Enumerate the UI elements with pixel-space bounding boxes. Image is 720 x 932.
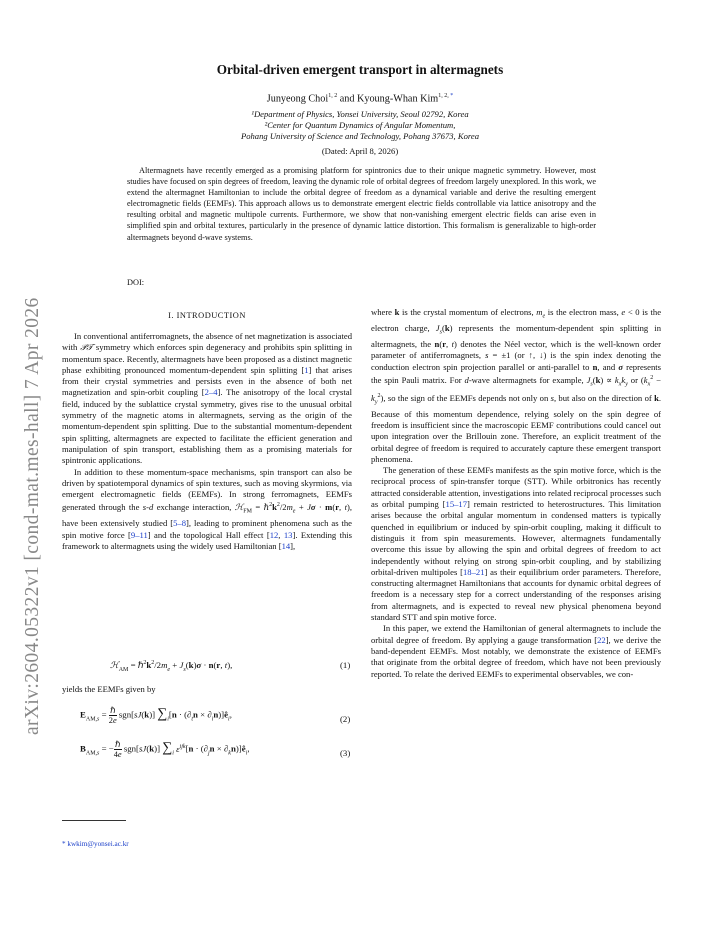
- affiliation-2: ²Center for Quantum Dynamics of Angular Momentum,: [264, 120, 456, 130]
- equation-3: $B_{AM,s}$ = − $\frac{\text{ℏ}}{4e}$ sgn[sJ(k)] $\sum_i$ $\varepsilon^{ijk}[n \cdot (\partial_jn$ × $\partial_kn)]ê_i$,: [80, 740, 250, 759]
- section-heading-introduction: I. INTRODUCTION: [168, 311, 246, 320]
- footnote-rule: [62, 820, 126, 821]
- corresponding-author-link[interactable]: *: [450, 93, 454, 99]
- citation-link[interactable]: 18–21: [463, 566, 485, 577]
- citation-link[interactable]: 14: [281, 540, 291, 551]
- intro-paragraph-2: In addition to these momentum-space mechanisms, spin transport can also be driven by spatiotemporal dynamics of spin textures, such as moving skyrmions, via emergent electromagnetic fields (EEMFs). In strong ferromagnets, EEMFs generated through the s-d exchange interaction, ℋ$_{FM}$ = $\hbar^2k^2/2m_e + J\sigma \cdot m(r$, t), have been extensively studied [5–8], leading to prominent phenomena such as the spin motive force [9–11] and the topological Hall effect [12, 13]. Extending this framework to altermagnets using the widely used Hamiltonian [14],: [62, 466, 353, 551]
- author-list: Junyeong Choi$^{1, 2}$ and Kyoung-Whan Kim$^{1, 2, *}$: [266, 93, 454, 105]
- equation-1-number: (1): [340, 660, 351, 670]
- right-column: [371, 307, 661, 680]
- affiliation-1: ¹Department of Physics, Yonsei University, Seoul 02792, Korea: [251, 109, 469, 119]
- after-eq1-text: yields the EEMFs given by: [62, 684, 156, 694]
- citation-link[interactable]: 12: [269, 529, 279, 540]
- arxiv-identifier[interactable]: arXiv:2604.05322v1 [cond-mat.mes-hall] 7 Apr 2026: [22, 297, 43, 735]
- citation-link[interactable]: 9–11: [130, 529, 148, 540]
- citation-link[interactable]: 5–8: [173, 518, 186, 529]
- equation-2-number: (2): [340, 714, 351, 724]
- equation-2: $E_{AM,s}$ = $\frac{\text{ℏ}}{2e}$ sgn[sJ(k)] $\sum_i[n \cdot (\partial_tn$ × $\partial_in)]ê_i$,: [80, 706, 232, 725]
- paper-title: Orbital-driven emergent transport in altermagnets: [216, 62, 504, 77]
- doi-label: DOI:: [127, 278, 145, 287]
- right-paragraph-3: In this paper, we extend the Hamiltonian of general altermagnets to include the orbital degree of freedom. By applying a gauge transformation [22], we derive the band-dependent EEMFs. Most notably, we demonstrate the existence of EEMFs that originate from the orbital degree of freedom, which have not been previously reported. To relate the derived EEMFs to experimental observables, we con-: [371, 623, 661, 679]
- date-line: (Dated: April 8, 2026): [321, 146, 399, 156]
- affiliation-3: Pohang University of Science and Technology, Pohang 37673, Korea: [240, 131, 480, 141]
- intro-paragraph-1: In conventional antiferromagnets, the absence of net magnetization is associated with 𝒫𝒯 symmetry which enforces spin degeneracy and prohibits spin splitting in momentum space. Recently, altermagnets have been proposed as a distinct magnetic phase exhibiting pronounced momentum-dependent spin splitting [1] that arises from their crystal symmetries and persists even in the absence of both net magnetization and spin-orbit coupling [2–4]. The anisotropy of the local crystal field, induced by the sublattice crystal symmetry, gives rise to the unusual orbital symmetry of the magnetic atoms in altermagnets, serving as the origin of the momentum-dependent spin splitting. Due to the substantial momentum-dependent spin splitting, altermagnets are expected to facilitate the efficient generation and manipulation of spin transport, establishing them as a promising materials for spintronic applications.: [62, 331, 352, 466]
- citation-link[interactable]: 13: [283, 529, 293, 540]
- footnote-email[interactable]: * kwkim@yonsei.ac.kr: [62, 840, 129, 848]
- citation-link[interactable]: 22: [597, 634, 606, 645]
- left-column: [62, 331, 352, 552]
- right-paragraph-2: The generation of these EEMFs manifests as the spin motive force, which is the reciprocal process of spin-transfer torque (STT). While orbitronics has recently attracted considerable attention, investigations into related reciprocal processes such as orbital pumping [15–17] remain restricted to heterostructures. This limitation arises because the orbital angular momentum in condensed matters is typically quenched in equilibrium or induced by spin-orbit coupling, making it difficult to distinguis it from spin measurements. However, altermagnets fundamentally overcome this issue by allowing the spin and orbital degrees of freedom to act independently without relying on strong spin-orbit coupling, and by stabilizing orbital-driven multipoles [18–21] as their equilibrium order parameters. Therefore, constructing altermagnet Hamiltonians that accounts for dynamic orbital degrees of freedom is a necessary step for a correct understanding of the responses arising from altermagnets, and is expected to reveal new physical phenomena beyond standard STT and spin motive force.: [371, 465, 661, 623]
- equation-1: ℋ$_{AM}$ = $\hbar^2k^2/2m_e + J_s(k)\sigma \cdot n(r$, t),: [110, 660, 233, 673]
- citation-link[interactable]: 1: [304, 364, 309, 375]
- right-paragraph-1: where k is the crystal momentum of electrons, $m_e$ is the electron mass, e < 0 is the electron charge, $J_s(k)$ represents the momentum-dependent spin splitting in altermagnets, the n(r, t) denotes the Néel vector, which is the well-known order parameter of antiferromagnets, s = ±1 (or ↑, ↓) is the spin index denoting the conduction electron spin projection parallel or anti-parallel to n, and σ represents the spin Pauli matrix. For d-wave altermagnets for example, $J_s(k) \propto k_xk_y$ or $(k_x^2 - k_y^2)$, so the sign of the EEMFs depends not only on s, but also on the direction of k. Because of this momentum dependence, relying solely on the spin degree of freedom is insufficient since the macroscopic EEMF contributions could cancel out upon integration over the Brillouin zone. Therefore, an explicit treatment of the orbital degree of freedom is required to accurately capture these emergent transport phenomena.: [371, 307, 662, 464]
- citation-link[interactable]: 15–17: [445, 499, 468, 510]
- citation-link[interactable]: 2–4: [204, 387, 218, 398]
- abstract: Altermagnets have recently emerged as a promising platform for spintronics due to their unique magnetic symmetry. However, most studies have focused on spin degrees of freedom, leaving the dynamic role of orbital degrees of freedom largely unexplored. In this work, we extend the altermagnet Hamiltonian to include the orbital degree of freedom as a dynamical variable and derive the resulting emergent electromagnetic fields (EEMFs). This approach allows us to demonstrate emergent electric fields controllable via lattice anisotropy and the resulting orbital and magnetic multipole currents. Furthermore, we show that non-vanishing emergent electric fields can arise even in simplified spin and orbital textures, particularly in the presence of dynamic lattice distortion. This formalism is generalizable to high-order altermagnets beyond d-wave systems.: [127, 166, 596, 242]
- equation-3-number: (3): [340, 748, 351, 758]
